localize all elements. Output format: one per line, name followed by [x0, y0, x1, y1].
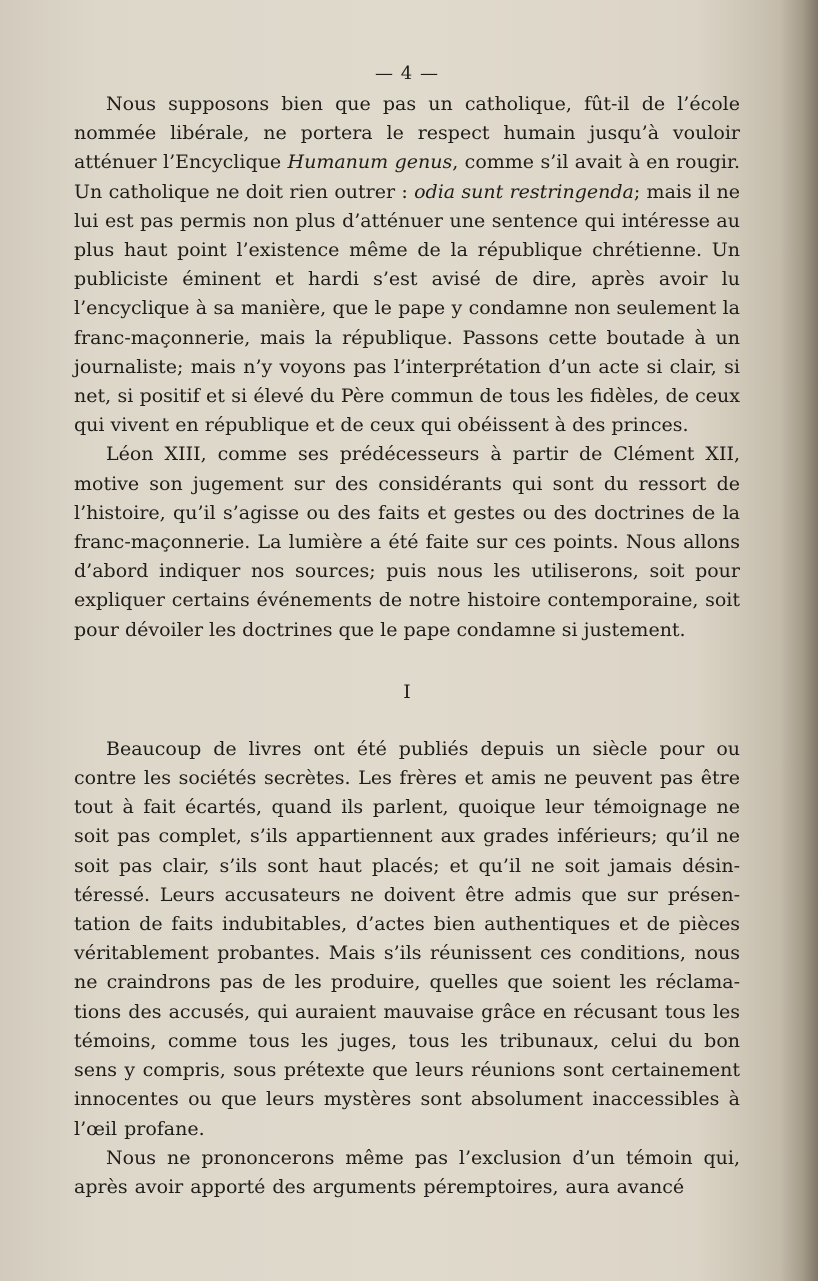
paragraph-1-text-c: ; mais il ne lui est pas permis non plus d’atténuer une sentence qui intéresse au plus haut point l’existence même de la république chrétienne. Un publiciste éminent et hardi s’est avisé de dire, après avoir lu l’encyclique à sa manière, que le pape y condamne non seulement la franc-maçonnerie, mais la république. Passons cette boutade à un journaliste; mais n’y voyons pas l’interprétation d’un acte si clair, si net, si positif et si élevé du Père commun de tous les fidèles, de ceux qui vivent en république et de ceux qui obéissent à des princes. [74, 180, 740, 437]
page-number: — 4 — [375, 63, 439, 84]
paragraph-2: Léon XIII, comme ses prédécesseurs à partir de Clément XII, motive son jugement sur des considérants qui sont du ressort de l’histoire, qu’il s’agisse ou des faits et gestes ou des doctrines de la franc-maçonnerie. La lumière a été faite sur ces points. Nous allons d’abord indiquer nos sources; puis nous les utiliserons, soit pour expliquer certains événements de notre histoire contemporaine, soit pour dévoiler les doctrines que le pape condamne si justement. [74, 443, 740, 641]
paragraph-3: Beaucoup de livres ont été publiés depuis un siècle pour ou contre les sociétés secrètes. Les frères et amis ne peuvent pas être tout à fait écartés, quand ils parlent, quoique leur témoignage ne soit pas complet, s’ils appartiennent aux grades inférieurs; qu’il ne soit pas clair, s’ils sont haut placés; et qu’il ne soit jamais désintéressé. Leurs accusateurs ne doivent être admis que sur présentation de faits indubitables, d’actes bien authentiques et de pièces véritablement probantes. Mais s’ils réunissent ces conditions, nous ne craindrons pas de les produire, quelles que soient les réclamations des accusés, qui auraient mauvaise grâce en récusant tous les témoins, comme tous les juges, tous les tribunaux, celui du bon sens y compris, sous prétexte que leurs réunions sont certainement innocentes ou que leurs mystères sont absolument inaccessibles à l’œil profane. [74, 737, 740, 1140]
section-heading: I [403, 680, 411, 703]
paragraph-1-text-a: Nous supposons bien que pas un catholique, fût-il de l’école nommée libérale, ne portera le respect humain jusqu’à vouloir atténuer l’Encyclique [74, 93, 740, 174]
page-edge-shadow [780, 0, 818, 1281]
latin-maxim: odia sunt restringenda [414, 180, 634, 203]
paragraph-1-text-b: , comme s’il avait à en rougir. Un catholique ne doit rien outrer : [74, 151, 740, 203]
page-content [74, 60, 740, 1202]
paragraph-1 [74, 90, 740, 440]
paragraph-4: Nous ne prononcerons même pas l’exclusion d’un témoin qui, après avoir apporté des arguments péremptoires, aura avancé [74, 1146, 740, 1198]
encyclical-title: Humanum genus [287, 151, 453, 174]
